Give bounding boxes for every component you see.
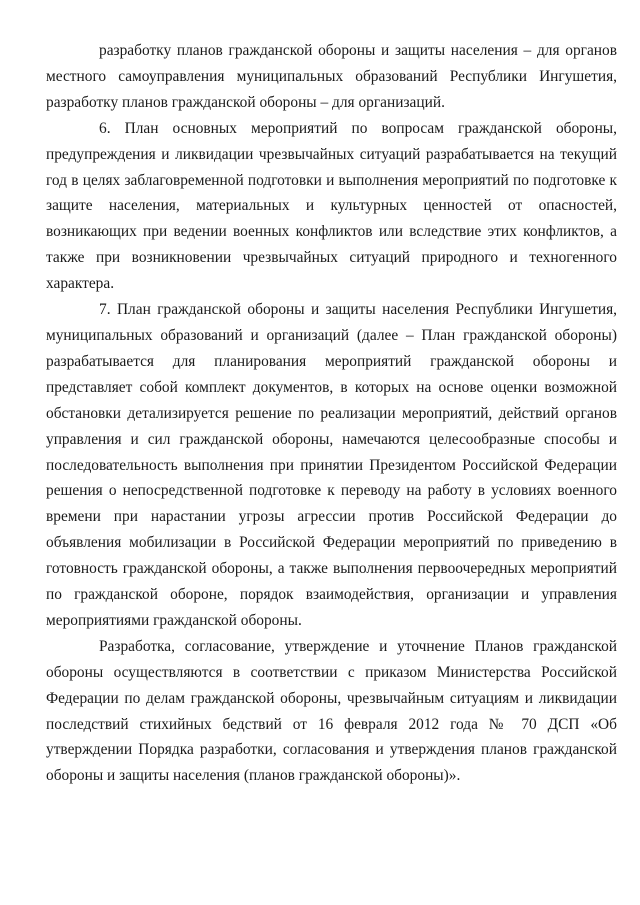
paragraph-civil-defense-plans: разработку планов гражданской обороны и защиты населения – для органов местного самоуправления муниципальных образований Республики Ингушетия, разработку планов гражданской обороны – для организаций. xyxy=(46,42,617,111)
paragraph-item-6: 6. План основных мероприятий по вопросам гражданской обороны, предупреждения и ликвидации чрезвычайных ситуаций разрабатывается на текущий год в целях заблаговременной подготовки и выполнения мероприятий по подготовке к защите населения, материальных и культурных ценностей от опасностей, возникающих при ведении военных конфликтов или вследствие этих конфликтов, а также при возникновении чрезвычайных ситуаций природного и техногенного характера. xyxy=(46,119,617,293)
paragraph-plan-development: Разработка, согласование, утверждение и уточнение Планов гражданской обороны осуществляются в соответствии с приказом Министерства Российской Федерации по делам гражданской обороны, чрезвычайным ситуациям и ликвидации последствий стихийных бедствий от 16 февраля 2012 года № 70 ДСП «Об утверждении Порядка разработки, согласования и утверждения планов гражданской обороны и защиты населения (планов гражданской обороны)». xyxy=(46,637,617,785)
paragraph-item-7: 7. План гражданской обороны и защиты населения Республики Ингушетия, муниципальных образований и организаций (далее – План гражданской обороны) разрабатывается для планирования мероприятий гражданской обороны и представляет собой комплект документов, в которых на основе оценки возможной обстановки детализируется решение по реализации мероприятий, действий органов управления и сил гражданской обороны, намечаются целесообразные способы и последовательность выполнения при принятии Президентом Российской Федерации решения о непосредственной подготовке к переводу на работу в условиях военного времени при нарастании угрозы агрессии против Российской Федерации до объявления мобилизации в Российской Федерации мероприятий по приведению в готовность гражданской обороны, а также выполнения первоочередных мероприятий по гражданской обороне, порядок взаимодействия, организации и управления мероприятиями гражданской обороны. xyxy=(46,301,617,629)
document-body xyxy=(46,38,617,789)
